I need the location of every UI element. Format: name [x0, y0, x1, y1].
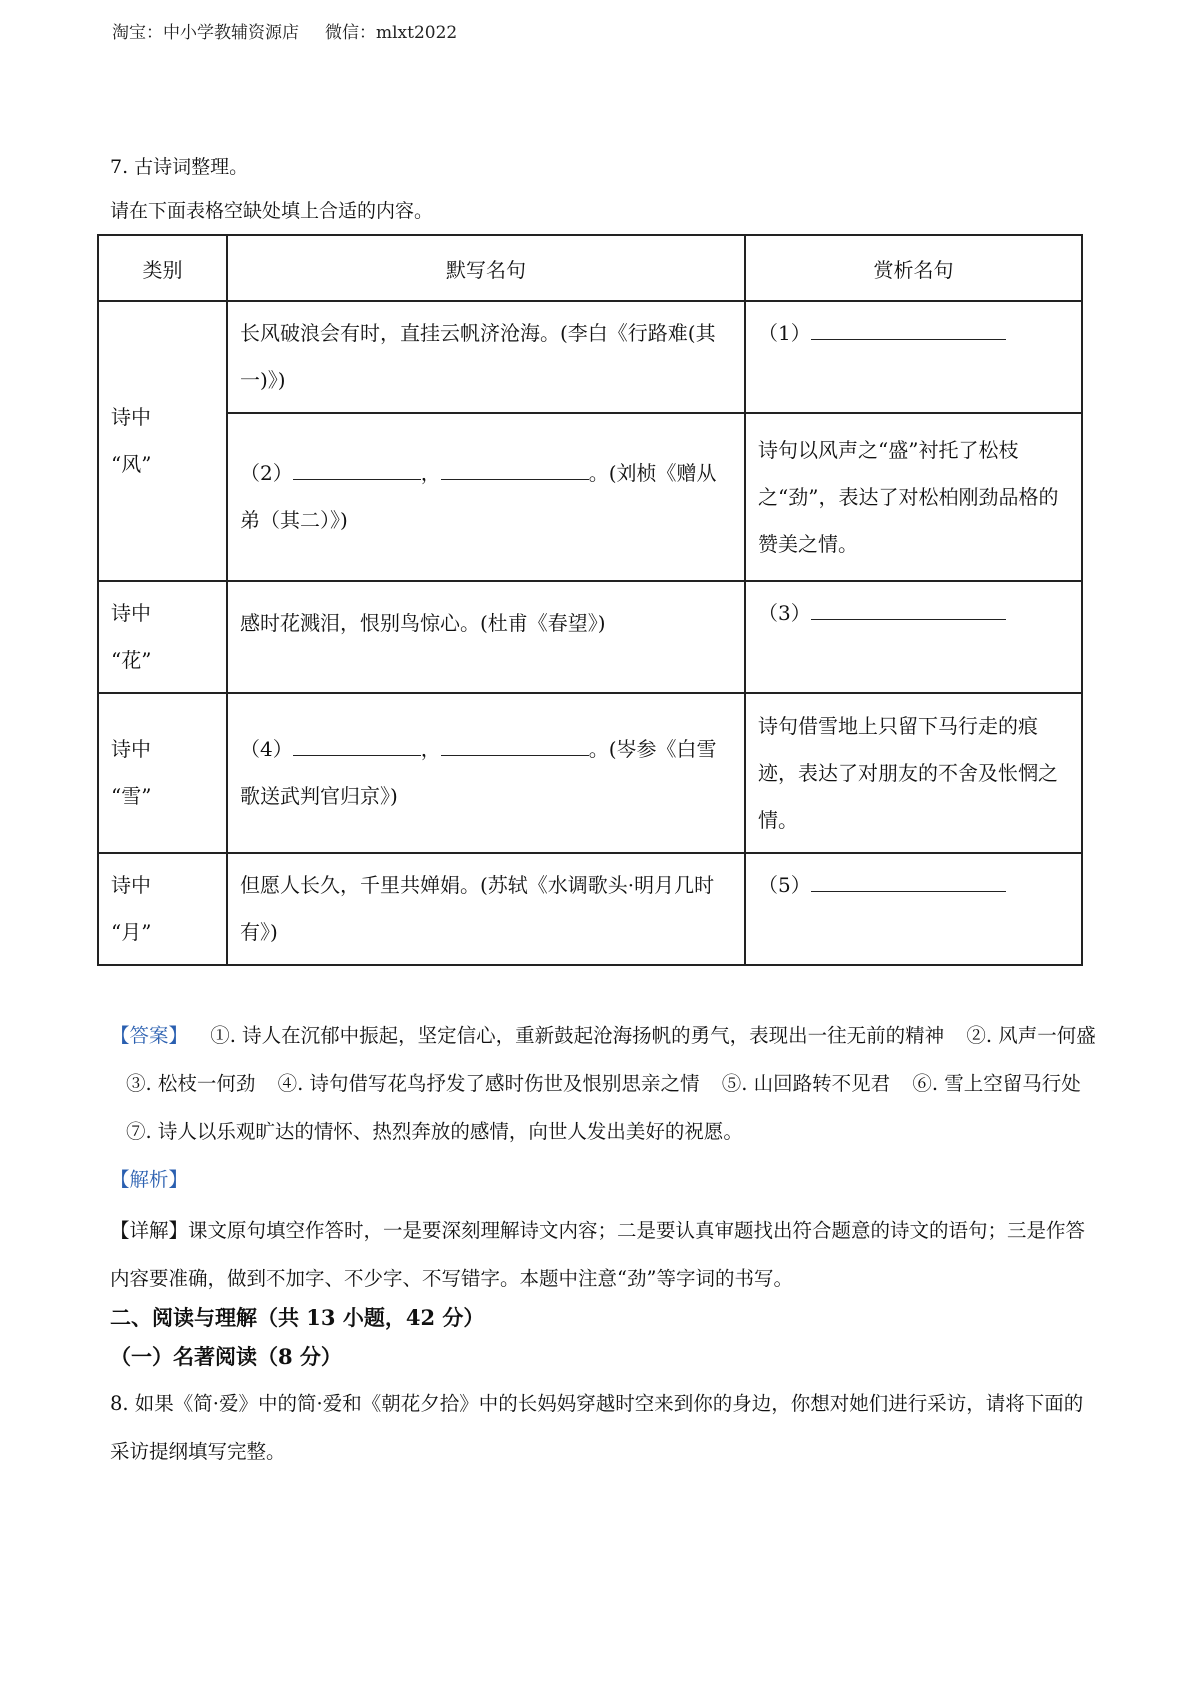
answer-block: [110, 1012, 1100, 1156]
flower-poem: 感时花溅泪，恨别鸟惊心。(杜甫《春望》): [227, 581, 745, 693]
table-row: [98, 853, 1082, 965]
table-header-row: [98, 235, 1082, 301]
answer-item: ③. 松枝一何劲: [126, 1072, 256, 1095]
moon-poem: 但愿人长久，千里共婵娟。(苏轼《水调歌头·明月几时有》): [227, 853, 745, 965]
blank-5-cell: （5）: [745, 853, 1082, 965]
table-row: [98, 301, 1082, 413]
answer-tag: 【答案】: [110, 1024, 189, 1047]
answer-item: ④. 诗句借写花鸟抒发了感时伤世及恨别思亲之情: [277, 1072, 700, 1095]
category-moon: 诗中 “月”: [98, 853, 227, 965]
category-wind: 诗中 “风”: [98, 301, 227, 581]
answer-item: ①. 诗人在沉郁中振起，坚定信心，重新鼓起沧海扬帆的勇气，表现出一往无前的精神: [210, 1024, 945, 1047]
blank-3-cell: （3）: [745, 581, 1082, 693]
answer-item: ⑥. 雪上空留马行处: [912, 1072, 1081, 1095]
wind-analysis: 诗句以风声之“盛”衬托了松枝之“劲”，表达了对松柏刚劲品格的赞美之情。: [745, 413, 1082, 581]
blank-2a[interactable]: [293, 457, 421, 480]
answer-item: ②. 风声一何盛: [966, 1024, 1096, 1047]
wechat-label: 微信：mlxt2022: [325, 23, 458, 43]
question-8: 8. 如果《简·爱》中的简·爱和《朝花夕拾》中的长妈妈穿越时空来到你的身边，你想对她们进行采访，请将下面的采访提纲填写完整。: [110, 1392, 1084, 1463]
blank-5[interactable]: [811, 869, 1006, 892]
category-snow: 诗中 “雪”: [98, 693, 227, 853]
blank-4-cell: （4） ， 。(岑参《白雪歌送武判官归京》): [227, 693, 745, 853]
question-7-title: 7. 古诗词整理。: [110, 156, 249, 178]
section-2-heading: 二、阅读与理解（共 13 小题，42 分）: [110, 1305, 485, 1330]
blank-1-cell: （1）: [745, 301, 1082, 413]
question-7-instruction: 请在下面表格空缺处填上合适的内容。: [110, 200, 434, 222]
blank-1[interactable]: [811, 317, 1006, 340]
header-category: 类别: [98, 235, 227, 301]
snow-analysis: 诗句借雪地上只留下马行走的痕迹，表达了对朋友的不舍及怅惘之情。: [745, 693, 1082, 853]
header-recite: 默写名句: [227, 235, 745, 301]
blank-3[interactable]: [811, 597, 1006, 620]
header-appreciate: 赏析名句: [745, 235, 1082, 301]
blank-4a[interactable]: [293, 733, 421, 756]
analysis-tag: 【解析】: [110, 1168, 189, 1191]
section-2-1-heading: （一）名著阅读（8 分）: [110, 1344, 342, 1369]
shop-label: 淘宝：中小学教辅资源店: [112, 23, 299, 43]
answer-item: ⑤. 山回路转不见君: [721, 1072, 891, 1095]
category-flower: 诗中 “花”: [98, 581, 227, 693]
blank-4b[interactable]: [441, 733, 589, 756]
table-row: [98, 581, 1082, 693]
page-header: [112, 18, 457, 43]
blank-2b[interactable]: [441, 457, 589, 480]
detail-text: 【详解】课文原句填空作答时，一是要深刻理解诗文内容；二是要认真审题找出符合题意的诗文的语句；三是作答内容要准确，做到不加字、不少字、不写错字。本题中注意“劲”等字词的书写。: [110, 1219, 1086, 1290]
answer-item: ⑦. 诗人以乐观旷达的情怀、热烈奔放的感情，向世人发出美好的祝愿。: [126, 1120, 743, 1143]
table-row: [98, 413, 1082, 581]
poem-table: [97, 234, 1083, 966]
blank-2-cell: （2） ， 。(刘桢《赠从弟（其二）》): [227, 413, 745, 581]
table-row: [98, 693, 1082, 853]
wind-poem-1: 长风破浪会有时，直挂云帆济沧海。(李白《行路难(其一)》): [227, 301, 745, 413]
